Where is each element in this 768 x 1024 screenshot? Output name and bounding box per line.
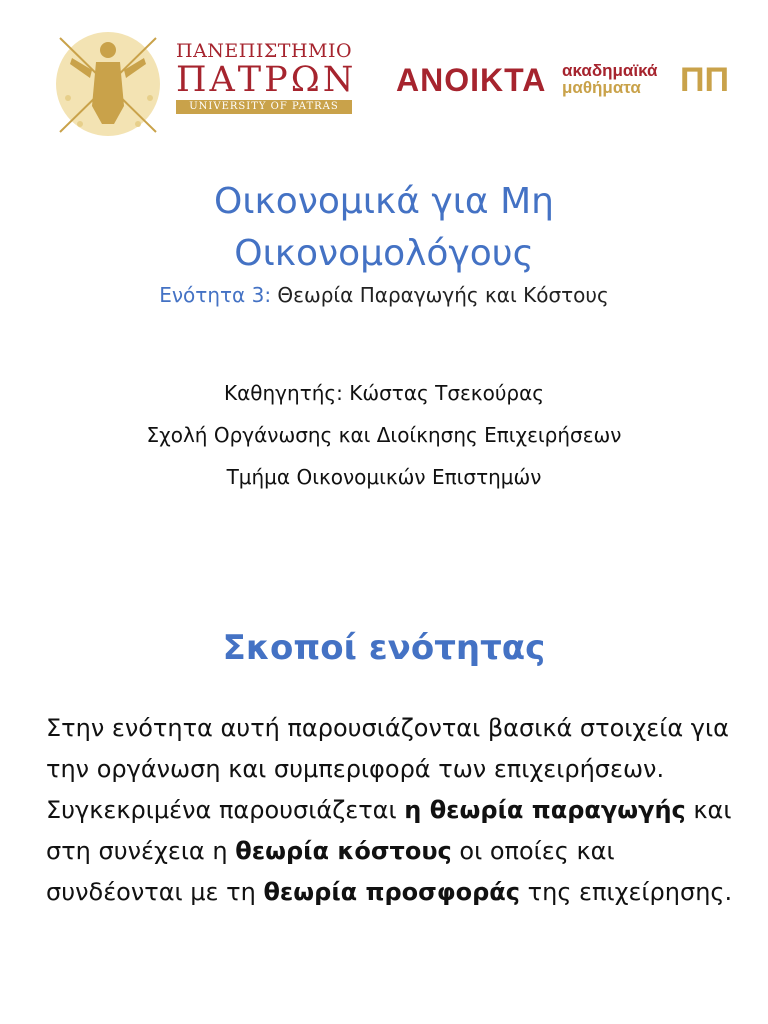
bold-cost-theory: θεωρία κόστους [235, 837, 452, 865]
objectives-text-part2: και στη συνέχεια η [46, 796, 732, 865]
objectives-text-part1: Στην ενότητα αυτή παρουσιάζονται βασικά στοιχεία για την οργάνωση και συμπεριφορά των επιχειρήσεων. Συγκεκριμένα παρουσιάζεται [46, 714, 729, 824]
university-emblem-icon [50, 28, 170, 140]
open-courses-line1: ακαδημαϊκά [562, 61, 658, 80]
bold-production-theory: η θεωρία παραγωγής [404, 796, 686, 824]
school-line: Σχολή Οργάνωσης και Διοίκησης Επιχειρήσεων [146, 423, 622, 447]
title-block [0, 176, 768, 310]
university-logo-text [176, 40, 356, 114]
objectives-text-part3: οι οποίες και συνδέονται με τη [46, 837, 615, 906]
bold-supply-theory: θεωρία προσφοράς [263, 878, 521, 906]
open-courses-suffix: ΠΠ [680, 61, 730, 99]
department-line: Τμήμα Οικονομικών Επιστημών [226, 465, 542, 489]
objectives-paragraph [46, 708, 736, 913]
unit-subtitle [0, 280, 768, 310]
open-courses-subtitle [562, 62, 657, 96]
unit-label: Ενότητα 3: [159, 283, 272, 307]
open-courses-word: ΑΝΟΙΚΤΑ [396, 62, 547, 98]
open-courses-line2: μαθήματα [562, 78, 641, 97]
university-name-line1: ΠΑΝΕΠΙΣΤΗΜΙΟ [176, 40, 353, 62]
university-name-en: UNIVERSITY OF PATRAS [176, 100, 352, 114]
university-name-line2: ΠΑΤΡΩΝ [176, 60, 357, 100]
course-info [0, 372, 768, 498]
unit-title: Θεωρία Παραγωγής και Κόστους [277, 283, 609, 307]
professor-line: Καθηγητής: Κώστας Τσεκούρας [223, 381, 545, 405]
objectives-heading: Σκοποί ενότητας [222, 628, 546, 668]
header [0, 0, 768, 150]
objectives-text-part4: της επιχείρησης. [520, 878, 733, 906]
course-title-line1: Οικονομικά για Μη [214, 181, 554, 222]
course-title-line2: Οικονομολόγους [234, 233, 534, 274]
